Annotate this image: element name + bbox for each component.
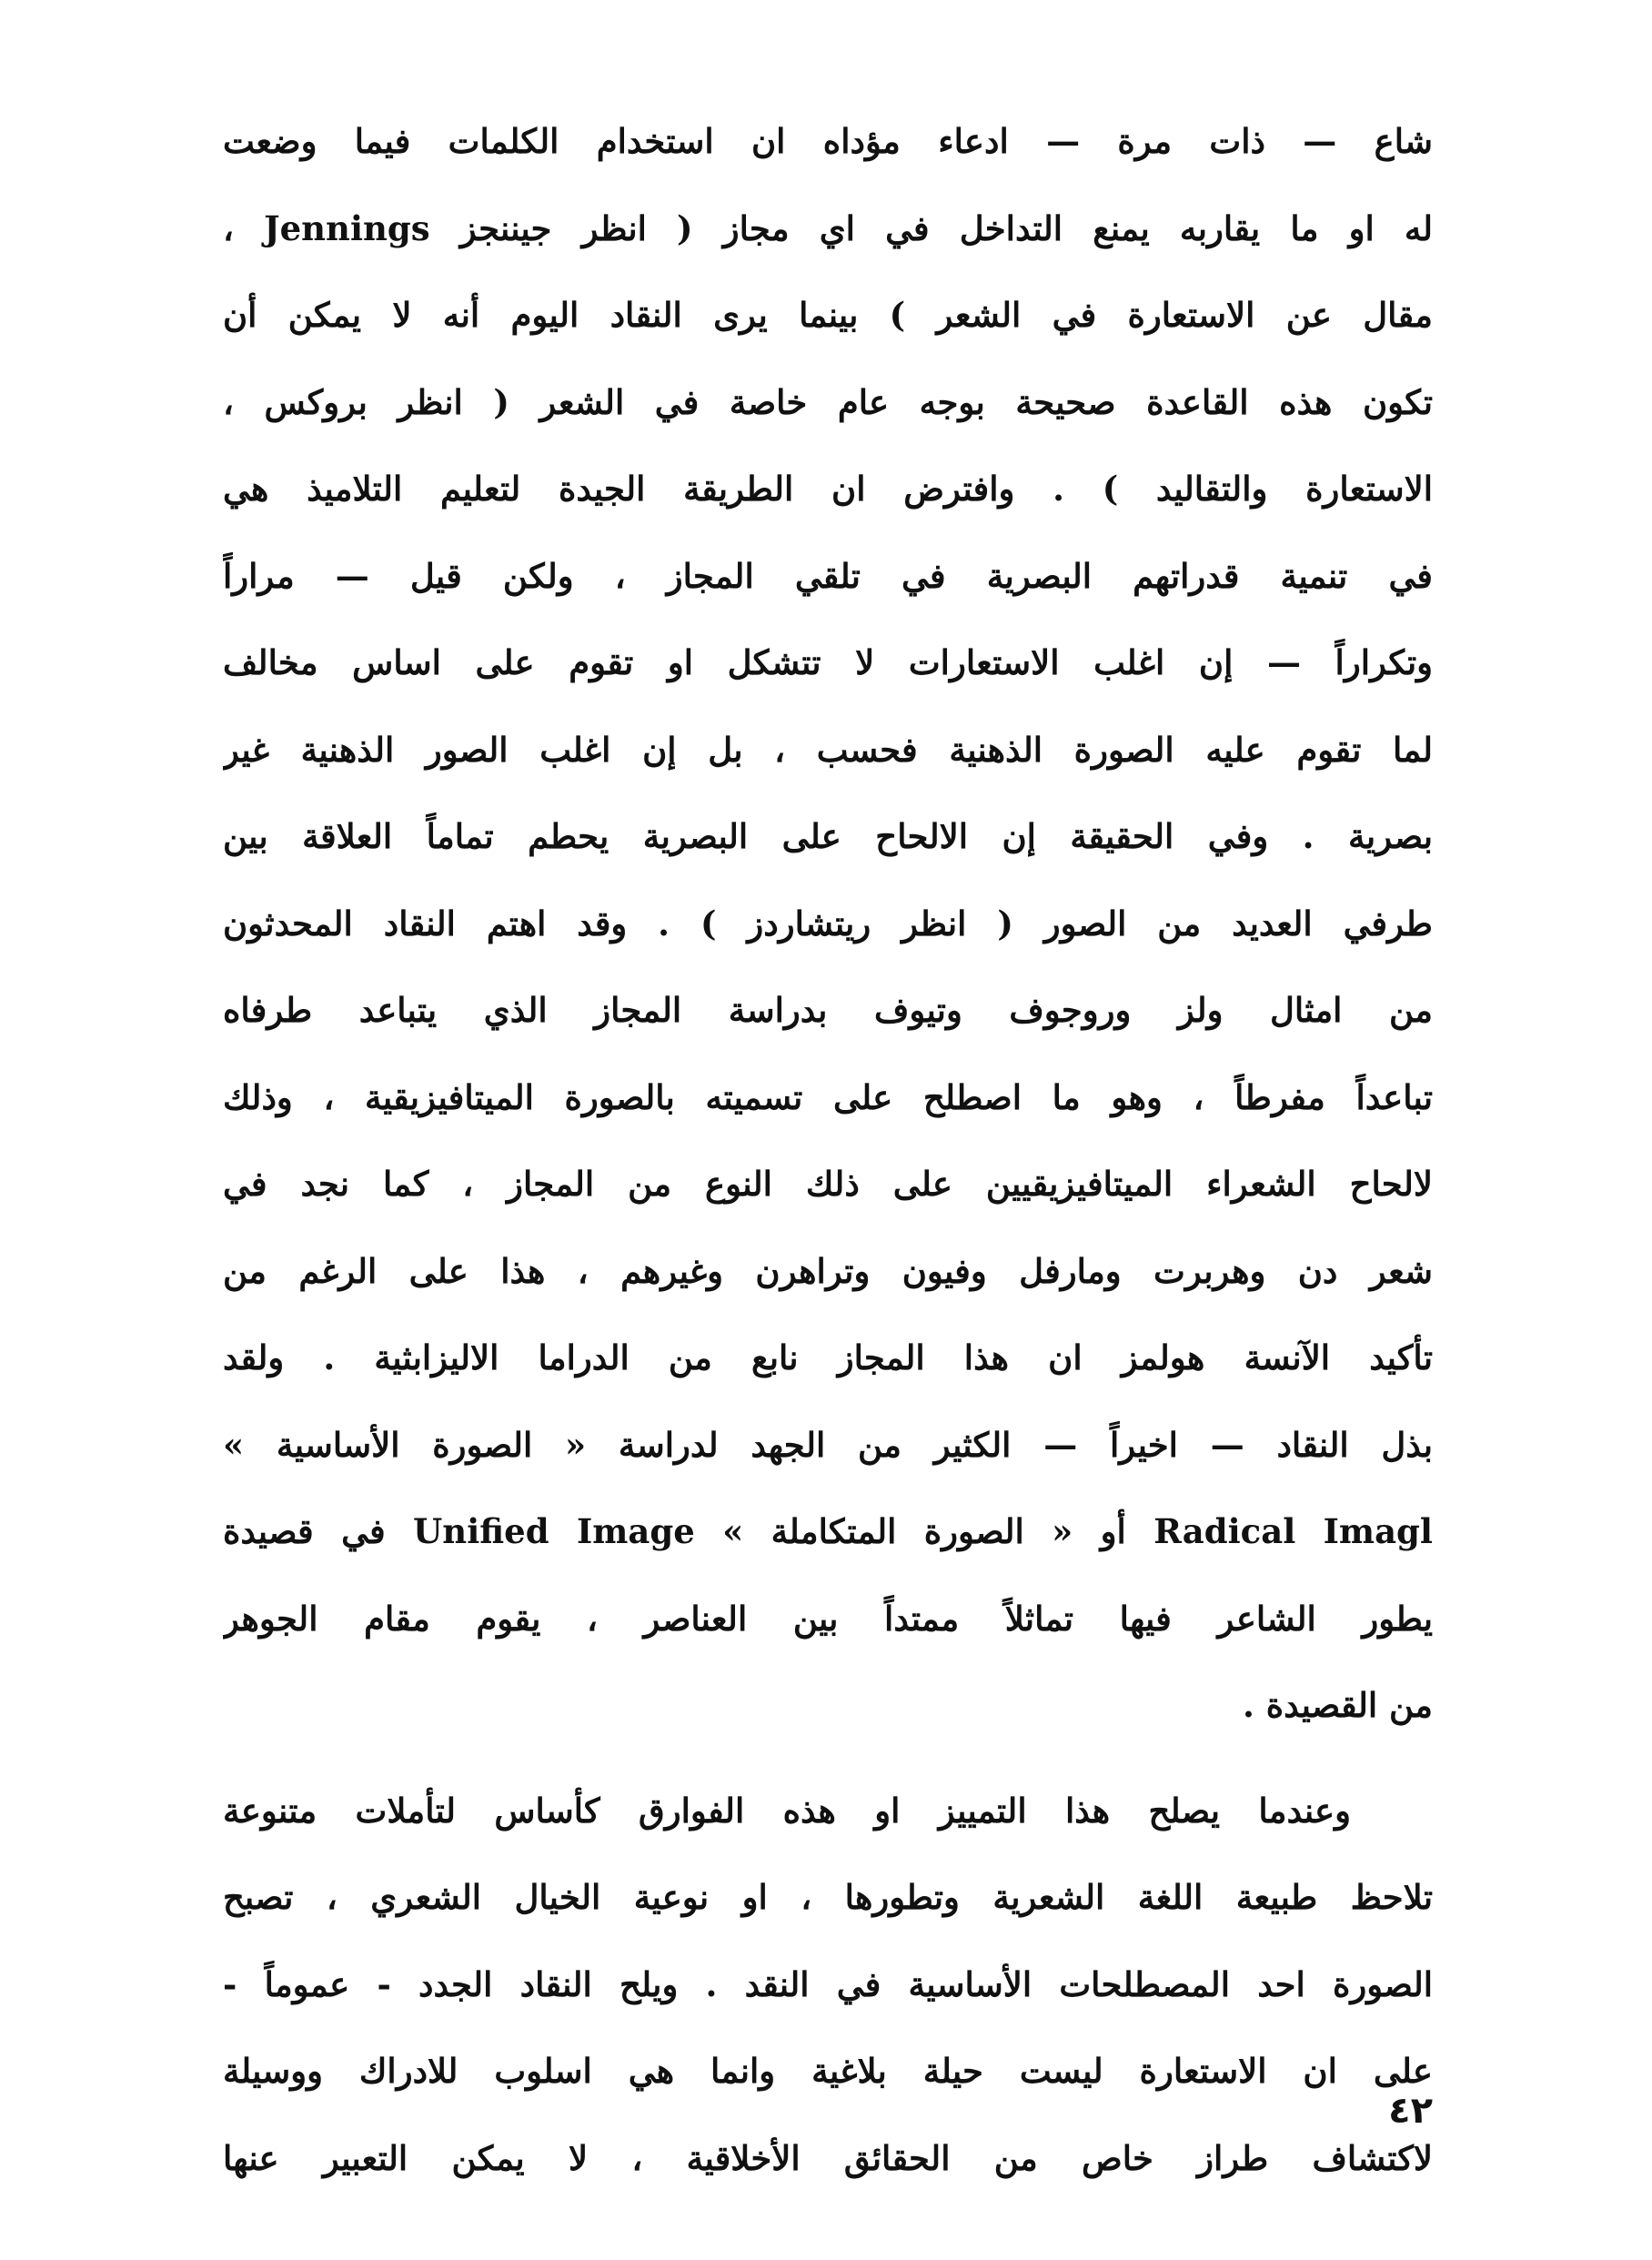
text-line: الصورة احد المصطلحات الأساسية في النقد . ويلح النقاد الجدد - عموماً - (223, 1963, 1433, 2004)
text-line: من امثال ولز وروجوف وتيوف بدراسة المجاز الذي يتباعد طرفاه (223, 990, 1433, 1030)
text-line: وتكراراً — إن اغلب الاستعارات لا تتشكل او تقوم على اساس مخالف (223, 642, 1433, 682)
text-line: لما تقوم عليه الصورة الذهنية فحسب ، بل إن اغلب الصور الذهنية غير (223, 729, 1433, 770)
text-line: في تنمية قدراتهم البصرية في تلقي المجاز ، ولكن قيل — مراراً (223, 555, 1433, 596)
text-line: وعندما يصلح هذا التمييز او هذه الفوارق كأساس لتأملات متنوعة (223, 1790, 1351, 1831)
text-line: طرفي العديد من الصور ( انظر ريتشاردز ) . وقد اهتم النقاد المحدثون (223, 903, 1433, 943)
text-line: تكون هذه القاعدة صحيحة بوجه عام خاصة في الشعر ( انظر بروكس ، (223, 381, 1433, 422)
text-line: بصرية . وفي الحقيقة إن الالحاح على البصرية يحطم تماماً العلاقة بين (223, 816, 1433, 856)
text-line: الاستعارة والتقاليد ) . وافترض ان الطريقة الجيدة لتعليم التلاميذ هي (223, 469, 1433, 509)
body-text (223, 98, 1433, 2202)
text-line: Radical Imagl أو « الصورة المتكاملة » Unified Image في قصيدة (223, 1511, 1433, 1551)
text-line: لاكتشاف طراز خاص من الحقائق الأخلاقية ، لا يمكن التعبير عنها (223, 2137, 1433, 2178)
text-line: على ان الاستعارة ليست حيلة بلاغية وانما هي اسلوب للادراك ووسيلة (223, 2051, 1433, 2091)
page-number: ٤٢ (1388, 2090, 1433, 2132)
text-line: تأكيد الآنسة هولمز ان هذا المجاز نابع من الدراما الاليزابثية . ولقد (223, 1337, 1433, 1377)
text-line: شعر دن وهربرت ومارفل وفيون وتراهرن وغيرهم ، هذا على الرغم من (223, 1250, 1433, 1291)
text-line: بذل النقاد — اخيراً — الكثير من الجهد لدراسة « الصورة الأساسية » (223, 1424, 1433, 1465)
paragraph (223, 1768, 1433, 2203)
text-line: تلاحظ طبيعة اللغة الشعرية وتطورها ، او نوعية الخيال الشعري ، تصبح (223, 1877, 1433, 1917)
text-line: يطور الشاعر فيها تماثلاً ممتداً بين العناصر ، يقوم مقام الجوهر (223, 1598, 1433, 1639)
text-line: من القصيدة . (1243, 1685, 1433, 1725)
text-line: مقال عن الاستعارة في الشعر ) بينما يرى النقاد اليوم أنه لا يمكن أن (223, 295, 1433, 335)
text-line: تباعداً مفرطاً ، وهو ما اصطلح على تسميته بالصورة الميتافيزيقية ، وذلك (223, 1076, 1433, 1117)
text-line: لالحاح الشعراء الميتافيزيقيين على ذلك النوع من المجاز ، كما نجد في (223, 1164, 1433, 1204)
paragraph (223, 98, 1433, 1750)
paragraph-gap (223, 1750, 1433, 1768)
text-line: شاع — ذات مرة — ادعاء مؤداه ان استخدام الكلمات فيما وضعت (223, 121, 1433, 161)
text-line: له او ما يقاربه يمنع التداخل في اي مجاز ( انظر جيننجز Jennings ، (223, 207, 1433, 248)
